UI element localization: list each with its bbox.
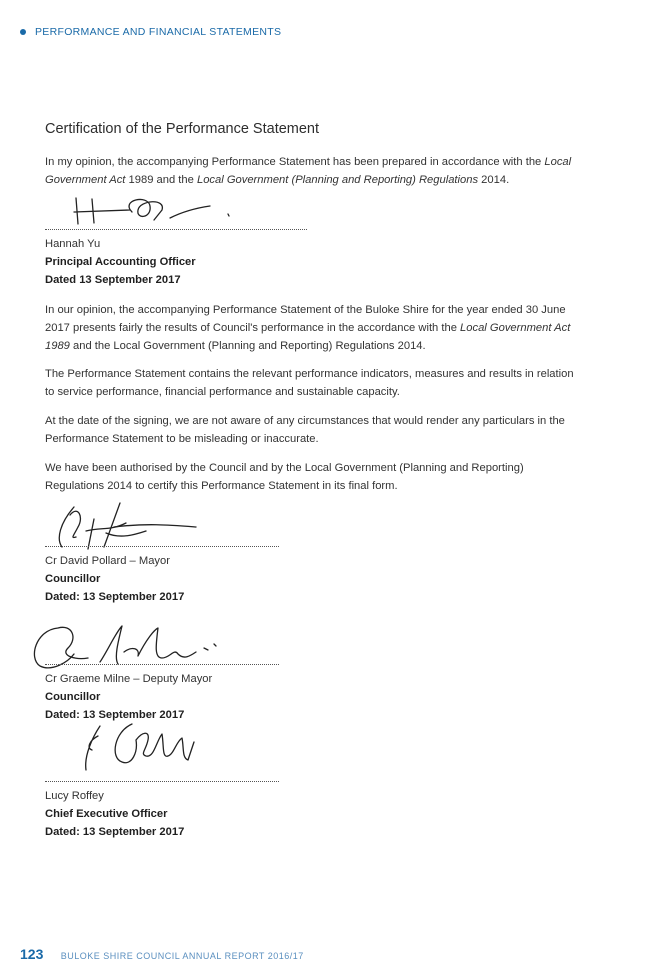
opinion-paragraph-1 xyxy=(45,153,585,189)
opinion2-act: Local Government Act 1989 xyxy=(45,322,571,352)
opinion1-act: Local Government Act xyxy=(45,156,572,186)
opinion1-text-c: 2014. xyxy=(478,174,510,186)
signatory3-dated: Dated: 13 September 2017 xyxy=(45,709,185,721)
signature-line-3 xyxy=(45,664,279,665)
signature-david-pollard xyxy=(50,497,200,557)
opinion1-text-a: In my opinion, the accompanying Performance Statement has been prepared in accordance with the xyxy=(45,156,542,168)
paragraph-authorisation: We have been authorised by the Council and by the Local Government (Planning and Reporting) Regulations 2014 to certify this Performance Statement in its final form. xyxy=(45,462,524,492)
signatory4-role: Chief Executive Officer xyxy=(45,808,168,820)
section-label: PERFORMANCE AND FINANCIAL STATEMENTS xyxy=(35,26,282,38)
signatory1-dated: Dated 13 September 2017 xyxy=(45,274,181,286)
bullet-icon xyxy=(20,29,26,35)
signatory2-role: Councillor xyxy=(45,573,101,585)
signature-line-4 xyxy=(45,781,279,782)
section-header xyxy=(20,26,281,38)
opinion1-regulations: Local Government (Planning and Reporting) Regulations xyxy=(196,174,479,186)
opinion2-text-a: In our opinion, the accompanying Performance Statement of the Buloke Shire for the year ended 30 June 2017 presents fairly the results of Council's performance in the accordance with the xyxy=(45,304,566,334)
paragraph-signing: At the date of the signing, we are not aware of any circumstances that would render any particulars in the Performance Statement to be misleading or inaccurate. xyxy=(45,415,565,445)
signatory2-dated: Dated: 13 September 2017 xyxy=(45,591,185,603)
signature-hannah-yu xyxy=(70,190,240,230)
signature-graeme-milne xyxy=(28,618,228,674)
signatory4-name: Lucy Roffey xyxy=(45,790,104,802)
page-footer xyxy=(20,946,304,962)
opinion1-text-b: 1989 and the xyxy=(125,174,197,186)
signature-line-1 xyxy=(45,229,307,230)
signatory1-name: Hannah Yu xyxy=(45,238,101,250)
footer-publication: BULOKE SHIRE COUNCIL ANNUAL REPORT 2016/17 xyxy=(60,951,304,961)
signature-line-2 xyxy=(45,546,279,547)
signatory1-role: Principal Accounting Officer xyxy=(45,256,196,268)
signatory3-role: Councillor xyxy=(45,691,101,703)
page-title: Certification of the Performance Statement xyxy=(45,121,320,137)
signatory4-dated: Dated: 13 September 2017 xyxy=(45,826,185,838)
signature-lucy-roffey xyxy=(70,712,200,776)
paragraph-performance-statement: The Performance Statement contains the relevant performance indicators, measures and results in relation to service performance, financial performance and sustainable capacity. xyxy=(45,368,574,398)
opinion2-text-b: and the Local Government (Planning and Reporting) Regulations 2014. xyxy=(69,340,426,352)
opinion-paragraph-2 xyxy=(45,301,585,355)
signatory3-name: Cr Graeme Milne – Deputy Mayor xyxy=(45,673,213,685)
page-number: 123 xyxy=(20,946,44,962)
signatory2-name: Cr David Pollard – Mayor xyxy=(45,555,170,567)
